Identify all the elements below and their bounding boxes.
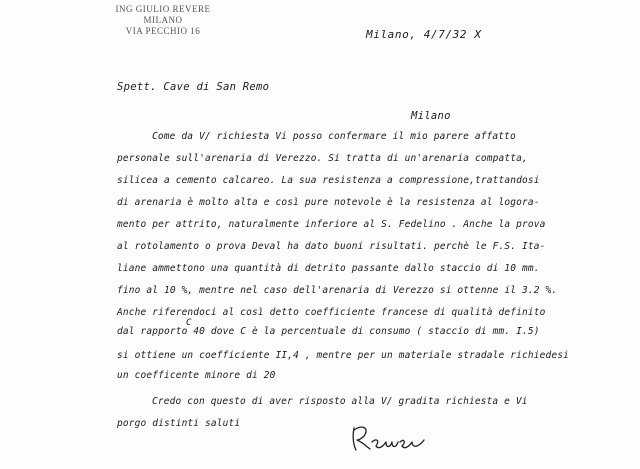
handwritten-signature xyxy=(348,418,430,454)
body-line: un coefficente minore di 20 xyxy=(117,370,276,381)
body-line: dal rapporto 40 dove C è la percentuale di consumo ( staccio di mm. I.5) xyxy=(117,326,540,337)
letterhead-name: ING GIULIO REVERE xyxy=(115,4,211,14)
body-line: liane ammettono una quantità di detrito passante dallo staccio di 10 mm. xyxy=(117,263,540,274)
body-line: porgo distinti saluti xyxy=(117,418,241,429)
body-line: fino al 10 %, mentre nel caso dell'arenaria di Verezzo si ottenne il 3.2 %. xyxy=(117,285,558,296)
body-line: mento per attrito, naturalmente inferiore al S. Fedelino . Anche la prova xyxy=(117,219,546,230)
addressee: Spett. Cave di San Remo xyxy=(117,81,270,93)
body-line: Credo con questo di aver risposto alla V/ gradita richiesta e Vi xyxy=(152,396,528,407)
place-date: Milano, 4/7/32 X xyxy=(366,28,482,41)
letterhead xyxy=(88,4,238,37)
body-line: Come da V/ richiesta Vi posso confermare il mio parere affatto xyxy=(152,131,516,142)
body-line: di arenaria è molto alta e così pure notevole è la resistenza al logora- xyxy=(117,197,540,208)
letterhead-street: VIA PECCHIO 16 xyxy=(125,26,201,36)
formula-subscript: C xyxy=(186,318,192,328)
body-line: si ottiene un coefficiente II,4 , mentre per un materiale stradale richiedesi xyxy=(117,350,569,361)
body-line: personale sull'arenaria di Verezzo. Si tratta di un'arenaria compatta, xyxy=(117,153,528,164)
body-line: silicea a cemento calcareo. La sua resistenza a compressione,trattandosi xyxy=(117,175,540,186)
addressee-city: Milano xyxy=(411,110,451,122)
letterhead-city: MILANO xyxy=(143,15,183,25)
body-line: al rotolamento o prova Deval ha dato buoni risultati. perchè le F.S. Ita- xyxy=(117,241,546,252)
body-line: Anche riferendoci al così detto coefficiente francese di qualità definito xyxy=(117,307,546,318)
